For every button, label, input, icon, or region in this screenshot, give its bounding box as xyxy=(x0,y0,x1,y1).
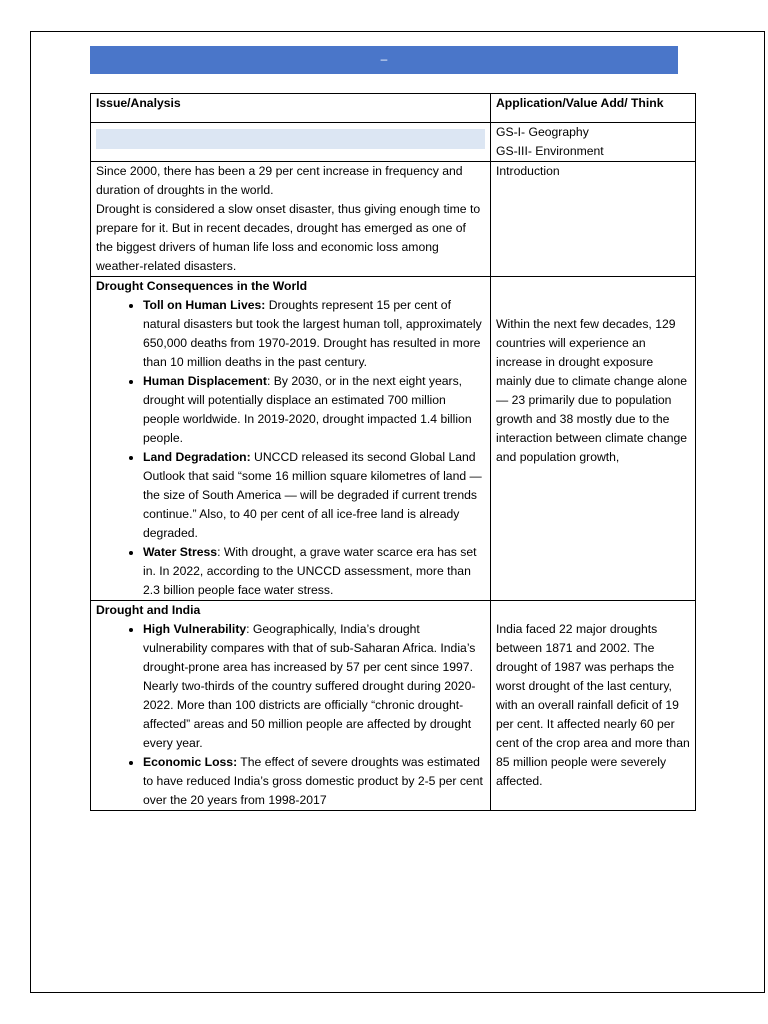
subject-tag: GS-III- Environment xyxy=(496,144,604,158)
bullet-text: : With drought, a grave water scarce era has set in. In 2022, according to the UNCCD assessment, more than 2.3 billion people face water stress. xyxy=(143,545,477,597)
bullet-text: The effect of severe droughts was estimated to have reduced India’s gross domestic product by 2-5 per cent over the 20 years from 1998-2017 xyxy=(143,755,483,807)
bullet-title: Toll on Human Lives: xyxy=(143,298,266,312)
bullet-item xyxy=(143,543,485,600)
highlight-box xyxy=(96,129,485,149)
bullet-item xyxy=(143,448,485,543)
header-row xyxy=(91,94,696,123)
bullet-title: Economic Loss: xyxy=(143,755,238,769)
bullet-text: Droughts represent 15 per cent of natural disasters but took the largest human toll, approximately 650,000 deaths from 1970-2019. Drought has resulted in more than 10 million deaths in the past century. xyxy=(143,298,482,369)
world-side-cell xyxy=(491,277,696,601)
subject-tags-cell xyxy=(491,123,696,162)
india-side-text: India faced 22 major droughts between 1871 and 2002. The drought of 1987 was perhaps the worst drought of the last century, with an overall rainfall deficit of 19 per cent. It affected nearly 60 per cent of the crop area and more than 85 million people were severely affected. xyxy=(496,622,690,788)
bullet-list xyxy=(96,620,485,810)
india-row xyxy=(91,601,696,811)
analysis-table xyxy=(90,93,696,811)
bullet-title: Water Stress xyxy=(143,545,218,559)
subject-tag: GS-I- Geography xyxy=(496,125,589,139)
bullet-item xyxy=(143,620,485,753)
bullet-list xyxy=(96,296,485,600)
intro-paragraph: Since 2000, there has been a 29 per cent increase in frequency and duration of droughts in the world. xyxy=(96,164,463,197)
subject-row xyxy=(91,123,696,162)
section-heading: Drought and India xyxy=(96,603,201,617)
header-application: Application/Value Add/ Think xyxy=(491,94,696,123)
bullet-item xyxy=(143,372,485,448)
bullet-item xyxy=(143,753,485,810)
title-bar xyxy=(90,46,678,74)
world-text-cell xyxy=(91,277,491,601)
subject-left-cell xyxy=(91,123,491,162)
bullet-title: High Vulnerability xyxy=(143,622,247,636)
world-side-text: Within the next few decades, 129 countries will experience an increase in drought exposure mainly due to climate change alone — 23 primarily due to population growth and 38 mostly due to the interaction between climate change and population growth, xyxy=(496,317,688,464)
bullet-text: : By 2030, or in the next eight years, drought will potentially displace an estimated 700 million people worldwide. In 2019-2020, drought impacted 1.4 billion people. xyxy=(143,374,472,445)
bullet-item xyxy=(143,296,485,372)
bullet-title: Land Degradation: xyxy=(143,450,251,464)
intro-side-cell: Introduction xyxy=(491,162,696,277)
bullet-title: Human Displacement xyxy=(143,374,267,388)
intro-text-cell xyxy=(91,162,491,277)
world-row xyxy=(91,277,696,601)
intro-paragraph: Drought is considered a slow onset disaster, thus giving enough time to prepare for it. But in recent decades, drought has emerged as one of the biggest drivers of human life loss and economic loss among weather-related disasters. xyxy=(96,202,481,273)
bullet-text: UNCCD released its second Global Land Outlook that said “some 16 million square kilometres of land — the size of South America — will be degraded if current trends continue.” Also, to 40 per cent of all ice-free land is already degraded. xyxy=(143,450,482,540)
title-bar-text: – xyxy=(380,52,388,66)
header-issue-analysis: Issue/Analysis xyxy=(91,94,491,123)
india-text-cell xyxy=(91,601,491,811)
bullet-text: : Geographically, India’s drought vulnerability compares with that of sub-Saharan Africa. India’s drought-prone area has increased by 57 per cent since 1997. Nearly two-thirds of the country suffered drought during 2020-2022. More than 100 districts are officially “chronic drought-affected” areas and 50 million people are affected by drought every year. xyxy=(143,622,476,750)
intro-row xyxy=(91,162,696,277)
section-heading: Drought Consequences in the World xyxy=(96,279,308,293)
india-side-cell xyxy=(491,601,696,811)
